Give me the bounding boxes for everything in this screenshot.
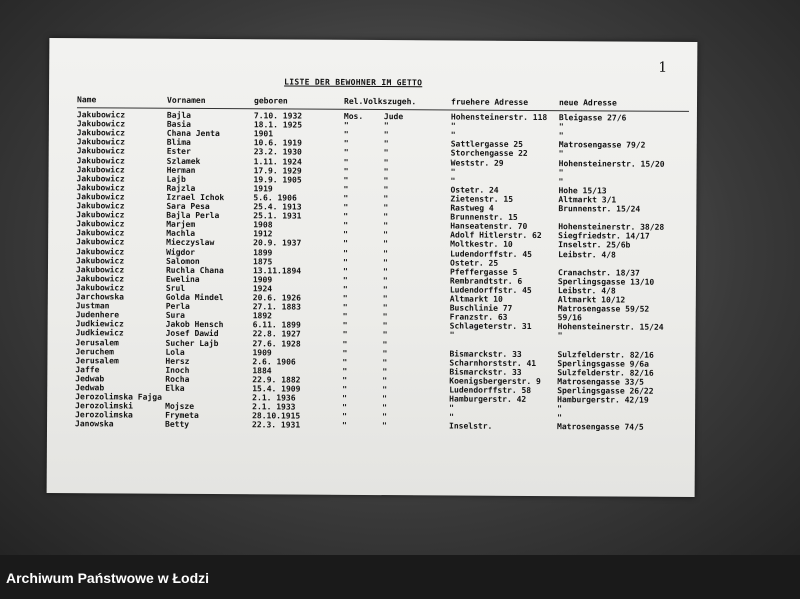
cell-religion: " <box>343 157 349 167</box>
cell-new-address: " <box>557 404 562 414</box>
cell-new-address: Inselstr. 25/6b <box>558 240 631 250</box>
cell-geboren: 1912 <box>253 229 273 239</box>
cell-geboren: 1.11. 1924 <box>253 156 302 167</box>
cell-geboren: 1909 <box>252 275 273 285</box>
cell-vorname: Bajla Perla <box>166 210 220 221</box>
cell-religion: " <box>343 221 349 231</box>
cell-volkszugehoerigkeit: " <box>382 321 388 331</box>
cell-former-address: Bismarckstr. 33 <box>449 349 522 359</box>
cell-former-address: Adolf Hitlerstr. 62 <box>450 230 542 241</box>
footer-bar <box>0 555 800 599</box>
cell-vorname: Sucher Lajb <box>165 338 219 348</box>
cell-volkszugehoerigkeit: " <box>383 221 389 231</box>
cell-geboren: 22.8. 1927 <box>252 329 301 339</box>
cell-former-address: " <box>450 167 456 177</box>
cell-religion: " <box>342 339 348 349</box>
cell-new-address: Hohensteinerstr. 15/24 <box>557 322 664 333</box>
cell-geboren: 1892 <box>252 311 272 321</box>
cell-religion: " <box>343 175 349 185</box>
cell-volkszugehoerigkeit: " <box>383 139 389 149</box>
cell-geboren: 1901 <box>253 129 274 139</box>
cell-volkszugehoerigkeit: " <box>383 203 389 213</box>
document-title: LISTE DER BEWOHNER IM GETTO <box>284 77 423 88</box>
cell-vorname: Srul <box>165 283 186 293</box>
cell-vorname: Ester <box>166 147 191 157</box>
cell-name: Jerozolimski <box>75 401 133 411</box>
cell-vorname: Golda Mindel <box>165 292 224 303</box>
cell-geboren: 1919 <box>253 184 273 194</box>
cell-volkszugehoerigkeit: " <box>382 412 387 422</box>
cell-vorname: Marjem <box>166 219 196 230</box>
cell-name: Jakubowicz <box>76 173 125 184</box>
cell-name: Jakubowicz <box>76 228 125 238</box>
cell-religion: " <box>342 393 348 403</box>
cell-volkszugehoerigkeit: " <box>382 421 387 431</box>
cell-geboren: 25.1. 1931 <box>253 211 302 221</box>
cell-vorname: Bajla <box>166 110 192 120</box>
cell-geboren: 25.4. 1913 <box>253 202 302 212</box>
cell-geboren: 10.6. 1919 <box>253 138 302 148</box>
cell-former-address: Moltkestr. 10 <box>450 239 513 250</box>
archive-label: Archiwum Państwowe w Łodzi <box>6 570 210 586</box>
cell-name: Judkiewicz <box>75 319 124 329</box>
cell-name: Judkiewicz <box>75 328 124 338</box>
cell-religion: " <box>343 120 349 130</box>
cell-volkszugehoerigkeit: " <box>382 266 388 276</box>
cell-name: Jakubowicz <box>76 137 125 147</box>
cell-vorname: Izrael Ichok <box>166 192 225 202</box>
cell-volkszugehoerigkeit: " <box>382 357 388 367</box>
cell-volkszugehoerigkeit: " <box>382 339 388 349</box>
cell-geboren: 7.10. 1932 <box>253 111 303 121</box>
cell-new-address: Matrosengasse 79/2 <box>558 140 646 150</box>
cell-former-address: Ludendorffstr. 45 <box>450 248 533 259</box>
cell-vorname: Machla <box>166 229 196 239</box>
cell-volkszugehoerigkeit: " <box>383 148 389 158</box>
cell-vorname: Elka <box>165 383 185 393</box>
cell-former-address: Hohensteinerstr. 118 <box>450 112 548 123</box>
cell-volkszugehoerigkeit: " <box>382 348 388 358</box>
cell-new-address: Sperlingsgasse 26/22 <box>557 386 654 396</box>
cell-former-address: Brunnenstr. 15 <box>450 212 518 222</box>
cell-name: Jakubowicz <box>75 283 125 293</box>
cell-geboren: 2.6. 1906 <box>252 356 296 367</box>
cell-geboren: 6.11. 1899 <box>252 320 301 330</box>
cell-geboren: 2.1. 1933 <box>252 402 296 412</box>
cell-former-address: " <box>450 130 456 140</box>
cell-religion: " <box>343 239 349 249</box>
cell-name: Jedwab <box>75 383 105 393</box>
cell-religion: " <box>342 348 348 358</box>
cell-former-address: Ostetr. 24 <box>450 185 499 195</box>
cell-religion: " <box>343 166 349 176</box>
cell-name: Jeruchem <box>75 346 115 357</box>
cell-vorname: Herman <box>166 165 196 175</box>
cell-vorname: Inoch <box>165 365 190 375</box>
cell-former-address: Hanseatenstr. 70 <box>450 221 528 232</box>
cell-volkszugehoerigkeit: " <box>383 175 389 185</box>
cell-former-address: Ostetr. 25 <box>450 258 499 268</box>
cell-new-address: Cranachstr. 18/37 <box>557 267 640 278</box>
cell-new-address: Hohensteinerstr. 15/20 <box>558 158 665 169</box>
cell-religion: Mos. <box>343 111 364 121</box>
cell-new-address: Sperlingsgasse 13/10 <box>557 276 655 287</box>
cell-vorname: Blima <box>166 138 191 148</box>
cell-volkszugehoerigkeit: " <box>382 275 388 285</box>
cell-volkszugehoerigkeit: " <box>383 239 388 249</box>
cell-volkszugehoerigkeit: " <box>382 294 388 304</box>
cell-religion: " <box>342 384 348 394</box>
cell-religion: " <box>343 248 348 258</box>
cell-geboren: 2.1. 1936 <box>252 393 296 403</box>
cell-volkszugehoerigkeit: " <box>382 312 388 322</box>
cell-volkszugehoerigkeit: " <box>382 385 388 395</box>
cell-name: Jakubowicz <box>76 255 125 266</box>
cell-volkszugehoerigkeit: " <box>382 303 388 313</box>
cell-name: Justman <box>75 301 110 311</box>
cell-geboren: 1908 <box>253 220 273 230</box>
cell-religion: " <box>342 366 348 376</box>
document-sheet <box>47 38 698 497</box>
cell-religion: " <box>342 275 348 285</box>
cell-former-address: " <box>449 330 455 340</box>
cell-volkszugehoerigkeit: " <box>382 330 388 340</box>
cell-geboren: 27.6. 1928 <box>252 338 301 349</box>
cell-former-address: " <box>449 403 454 413</box>
cell-new-address: Sperlingsgasse 9/6a <box>557 358 649 369</box>
header-geboren: geboren <box>253 96 288 106</box>
cell-name: Jerozolimska Fajga <box>75 392 162 402</box>
cell-geboren: 1899 <box>253 247 273 257</box>
cell-vorname: Frymeta <box>165 411 199 421</box>
cell-vorname: Lola <box>165 347 185 357</box>
cell-name: Jakubowicz <box>76 182 125 193</box>
cell-former-address: Scharnhorststr. 41 <box>449 358 537 368</box>
cell-religion: " <box>343 257 348 267</box>
cell-new-address: Matrosengasse 59/52 <box>557 304 650 314</box>
cell-name: Jakubowicz <box>76 201 125 211</box>
header-former-address: fruehere Adresse <box>450 97 529 107</box>
cell-former-address: Ludendorffstr. 45 <box>449 285 532 295</box>
cell-volkszugehoerigkeit: " <box>382 375 388 385</box>
cell-geboren: 27.1. 1883 <box>252 302 301 312</box>
cell-vorname: Ruchla Chana <box>165 265 224 275</box>
cell-religion: " <box>342 403 347 413</box>
cell-vorname: Hersz <box>165 356 190 366</box>
cell-volkszugehoerigkeit: " <box>383 230 389 240</box>
cell-former-address: Storchengasse 22 <box>450 148 528 159</box>
cell-religion: " <box>342 421 347 431</box>
cell-former-address: Inselstr. <box>449 421 493 432</box>
cell-religion: " <box>343 184 349 194</box>
cell-geboren: 22.9. 1882 <box>252 375 301 385</box>
cell-new-address: Hohe 15/13 <box>558 185 607 196</box>
cell-new-address: Matrosengasse 74/5 <box>557 422 644 433</box>
cell-name: Jakubowicz <box>76 128 126 138</box>
cell-new-address: 59/16 <box>557 313 582 323</box>
cell-volkszugehoerigkeit: " <box>383 248 388 258</box>
cell-name: Jakubowicz <box>76 246 125 256</box>
cell-vorname: Betty <box>165 420 190 430</box>
cell-geboren: 13.11.1894 <box>252 265 302 276</box>
cell-geboren: 15.4. 1909 <box>252 384 301 394</box>
cell-new-address: Brunnenstr. 15/24 <box>558 204 641 214</box>
cell-name: Jaffe <box>75 364 100 375</box>
cell-vorname: Jakob Hensch <box>165 320 224 330</box>
cell-vorname: Basia <box>166 119 191 129</box>
cell-geboren: 5.6. 1906 <box>253 193 297 203</box>
cell-former-address: Rastweg 4 <box>450 203 494 213</box>
cell-former-address: Sattlergasse 25 <box>450 139 524 150</box>
cell-religion: " <box>342 321 348 331</box>
cell-name: Jakubowicz <box>76 210 125 220</box>
cell-name: Jarchowska <box>75 292 125 302</box>
cell-name: Jakubowicz <box>76 110 126 120</box>
cell-geboren: 1884 <box>252 366 272 376</box>
cell-volkszugehoerigkeit: " <box>382 394 388 404</box>
cell-religion: " <box>343 139 349 149</box>
cell-new-address: Sulzfelderstr. 82/16 <box>557 349 654 360</box>
cell-religion: " <box>343 202 349 212</box>
cell-religion: " <box>342 357 348 367</box>
page-number: 1 <box>658 59 668 76</box>
cell-volkszugehoerigkeit: " <box>383 184 389 194</box>
cell-volkszugehoerigkeit: " <box>383 212 389 222</box>
cell-name: Janowska <box>75 419 114 429</box>
cell-former-address: Weststr. 29 <box>450 157 504 168</box>
cell-vorname: Salomon <box>166 256 200 266</box>
cell-former-address: " <box>450 176 456 186</box>
cell-volkszugehoerigkeit: " <box>382 284 388 294</box>
cell-name: Judenhere <box>75 310 120 320</box>
cell-new-address: Altmarkt 3/1 <box>558 195 617 205</box>
cell-vorname: Perla <box>165 301 190 311</box>
header-name: Name <box>76 95 97 105</box>
cell-religion: " <box>342 330 348 340</box>
cell-religion: " <box>342 312 348 322</box>
cell-former-address: Franzstr. 63 <box>449 312 508 323</box>
cell-religion: " <box>343 211 349 221</box>
header-new-address: neue Adresse <box>558 98 617 108</box>
cell-volkszugehoerigkeit: " <box>382 403 387 413</box>
cell-geboren: 17.9. 1929 <box>253 165 302 176</box>
cell-religion: " <box>343 230 349 240</box>
header-religion: Rel.Volkszugeh. <box>343 96 417 107</box>
cell-volkszugehoerigkeit: " <box>382 366 388 376</box>
cell-new-address: " <box>558 167 564 177</box>
cell-vorname: Ewelina <box>165 274 200 284</box>
cell-former-address: Zietenstr. 15 <box>450 194 514 204</box>
cell-geboren: 22.3. 1931 <box>252 420 301 430</box>
cell-geboren: 20.6. 1926 <box>252 293 302 303</box>
cell-name: Jakubowicz <box>76 146 125 156</box>
cell-volkszugehoerigkeit: Jude <box>383 112 404 122</box>
cell-geboren: 28.10.1915 <box>252 411 301 421</box>
cell-name: Jakubowicz <box>76 192 125 202</box>
cell-vorname: Szlamek <box>166 156 201 166</box>
cell-volkszugehoerigkeit: " <box>383 157 389 167</box>
cell-vorname: Mojsze <box>165 401 195 412</box>
cell-name: Jerusalem <box>75 337 119 347</box>
cell-new-address: " <box>558 176 564 186</box>
cell-geboren: 20.9. 1937 <box>253 238 302 248</box>
cell-new-address: Matrosengasse 33/5 <box>557 377 645 387</box>
cell-volkszugehoerigkeit: " <box>383 257 388 267</box>
cell-volkszugehoerigkeit: " <box>383 166 389 176</box>
cell-religion: " <box>343 130 349 140</box>
cell-name: Jerusalem <box>75 355 119 366</box>
cell-vorname: Rocha <box>165 374 190 384</box>
cell-religion: " <box>342 266 348 276</box>
cell-new-address: Bleigasse 27/6 <box>558 113 627 123</box>
cell-geboren: 23.2. 1930 <box>253 147 302 157</box>
cell-vorname: Rajzla <box>166 183 196 193</box>
cell-former-address: Altmarkt 10 <box>449 294 503 304</box>
cell-new-address: " <box>557 331 563 341</box>
cell-former-address: Rembrandtstr. 6 <box>449 276 523 286</box>
cell-former-address: " <box>450 121 456 131</box>
cell-name: Jakubowicz <box>76 119 126 129</box>
cell-vorname: Sara Pesa <box>166 201 210 212</box>
cell-new-address: Hamburgerstr. 42/19 <box>557 395 649 405</box>
cell-geboren: 18.1. 1925 <box>253 120 303 130</box>
cell-new-address: Siegfriedstr. 14/17 <box>558 231 650 241</box>
cell-former-address: Buschlinie 77 <box>449 303 513 313</box>
cell-former-address: Ludendorffstr. 58 <box>449 385 532 395</box>
cell-name: Jedwab <box>75 374 105 384</box>
cell-former-address: Pfeffergasse 5 <box>449 267 518 277</box>
cell-vorname: Josef Dawid <box>165 329 219 339</box>
cell-name: Jakubowicz <box>75 273 125 284</box>
cell-new-address: Leibstr. 4/8 <box>558 249 616 259</box>
cell-religion: " <box>343 148 349 158</box>
cell-religion: " <box>342 412 347 422</box>
cell-new-address: " <box>558 149 564 159</box>
cell-name: Jakubowicz <box>75 264 125 275</box>
cell-former-address: " <box>449 412 454 422</box>
cell-new-address: " <box>558 131 564 141</box>
cell-new-address: " <box>557 413 562 423</box>
cell-geboren: 19.9. 1905 <box>253 174 302 185</box>
cell-name: Jakubowicz <box>76 237 125 247</box>
cell-geboren: 1909 <box>252 347 272 357</box>
cell-name: Jakubowicz <box>76 155 125 165</box>
cell-vorname: Chana Jenta <box>166 128 220 139</box>
cell-new-address: Hohensteinerstr. 38/28 <box>558 222 665 232</box>
cell-vorname: Sura <box>165 310 185 321</box>
cell-geboren: 1924 <box>252 284 273 294</box>
cell-volkszugehoerigkeit: " <box>383 121 389 131</box>
cell-vorname: Wigdor <box>166 247 196 257</box>
cell-geboren: 1875 <box>253 256 273 266</box>
cell-name: Jakubowicz <box>76 164 125 175</box>
cell-religion: " <box>342 302 348 312</box>
cell-religion: " <box>342 375 348 385</box>
header-vorname: Vornamen <box>166 95 206 105</box>
cell-new-address: Altmarkt 10/12 <box>557 295 626 305</box>
cell-name: Jerozolimska <box>75 410 133 420</box>
cell-religion: " <box>342 293 348 303</box>
cell-religion: " <box>343 193 349 203</box>
cell-former-address: Hamburgerstr. 42 <box>449 394 527 405</box>
cell-name: Jakubowicz <box>76 219 125 229</box>
cell-former-address: Schlageterstr. 31 <box>449 321 532 332</box>
cell-new-address: " <box>558 122 564 132</box>
cell-volkszugehoerigkeit: " <box>383 193 389 203</box>
cell-vorname: Lajb <box>166 174 186 184</box>
cell-new-address: Leibstr. 4/8 <box>557 286 616 296</box>
cell-religion: " <box>342 284 348 294</box>
cell-new-address: Sulzfelderstr. 82/16 <box>557 367 654 378</box>
cell-vorname: Mieczyslaw <box>166 238 215 248</box>
cell-volkszugehoerigkeit: " <box>383 130 389 140</box>
cell-former-address: Bismarckstr. 33 <box>449 367 522 377</box>
cell-former-address: Koenigsbergerstr. 9 <box>449 376 541 386</box>
